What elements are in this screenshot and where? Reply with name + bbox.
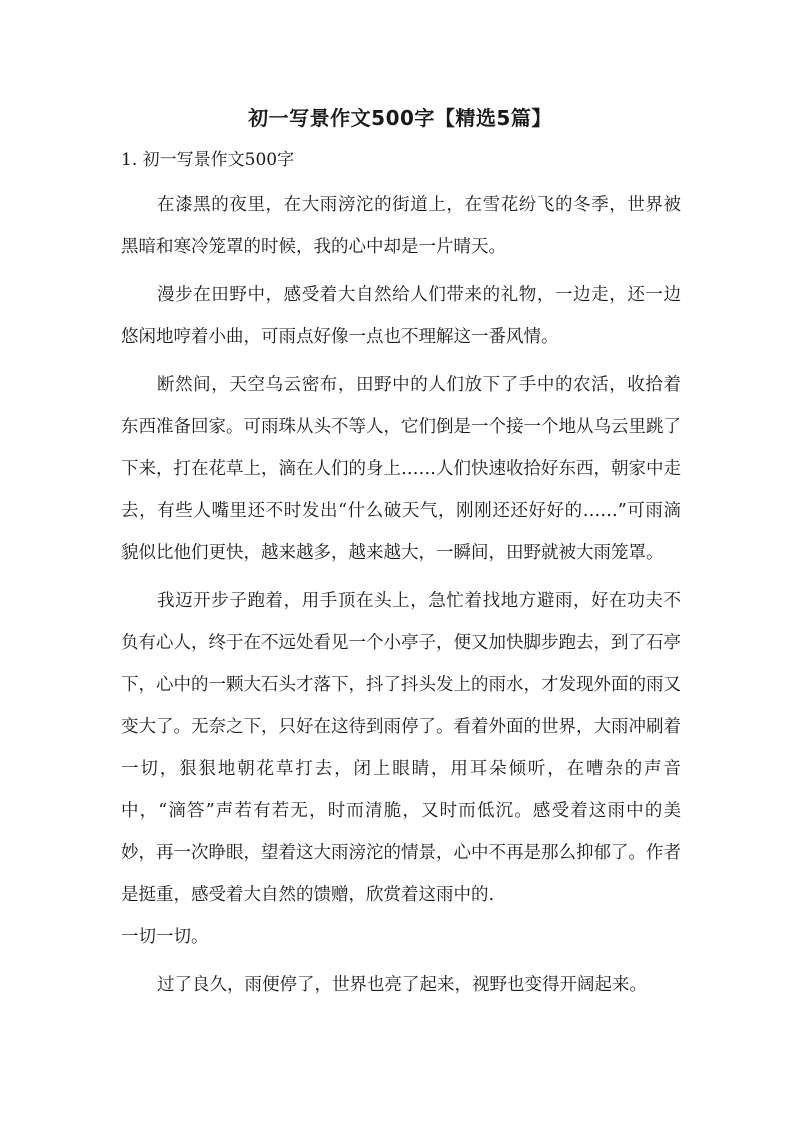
- paragraph: 在漆黑的夜里，在大雨滂沱的街道上，在雪花纷飞的冬季，世界被黑暗和寒冷笼罩的时候，我的心中却是一片晴天。: [121, 195, 681, 257]
- paragraph: 一切一切。: [121, 927, 209, 947]
- article-body: [121, 184, 681, 1012]
- paragraph: 我迈开步子跑着，用手顶在头上，急忙着找地方避雨，好在功夫不负有心人，终于在不远处看见一个小亭子，便又加快脚步跑去，到了石亭下，心中的一颗大石头才落下，抖了抖头发上的雨水，才发现外面的雨又变大了。无奈之下，只好在这待到雨停了。看着外面的世界，大雨冲刷着一切，狠狠地朝花草打去，闭上眼睛，用耳朵倾听，在嘈杂的声音中，“滴答”声若有若无，时而清脆，又时而低沉。感受着这雨中的美妙，再一次睁眼，望着这大雨滂沱的情景，心中不再是那么抑郁了。作者是挺重，感受着大自然的馈赠，欣赏着这雨中的.: [121, 591, 681, 905]
- section-heading: 1. 初一写景作文500字: [121, 150, 295, 170]
- paragraph: 漫步在田野中，感受着大自然给人们带来的礼物，一边走，还一边悠闲地哼着小曲，可雨点好像一点也不理解这一番风情。: [121, 285, 681, 347]
- paragraph: 断然间，天空乌云密布，田野中的人们放下了手中的农活，收拾着东西准备回家。可雨珠从头不等人，它们倒是一个接一个地从乌云里跳了下来，打在花草上，滴在人们的身上……人们快速收拾好东西，朝家中走去，有些人嘴里还不时发出“什么破天气，刚刚还还好好的……”可雨滴貌似比他们更快，越来越多，越来越大，一瞬间，田野就被大雨笼罩。: [121, 375, 681, 563]
- document-title: 初一写景作文500字【精选5篇】: [248, 106, 552, 130]
- paragraph: 过了良久，雨便停了，世界也亮了起来，视野也变得开阔起来。: [157, 975, 647, 995]
